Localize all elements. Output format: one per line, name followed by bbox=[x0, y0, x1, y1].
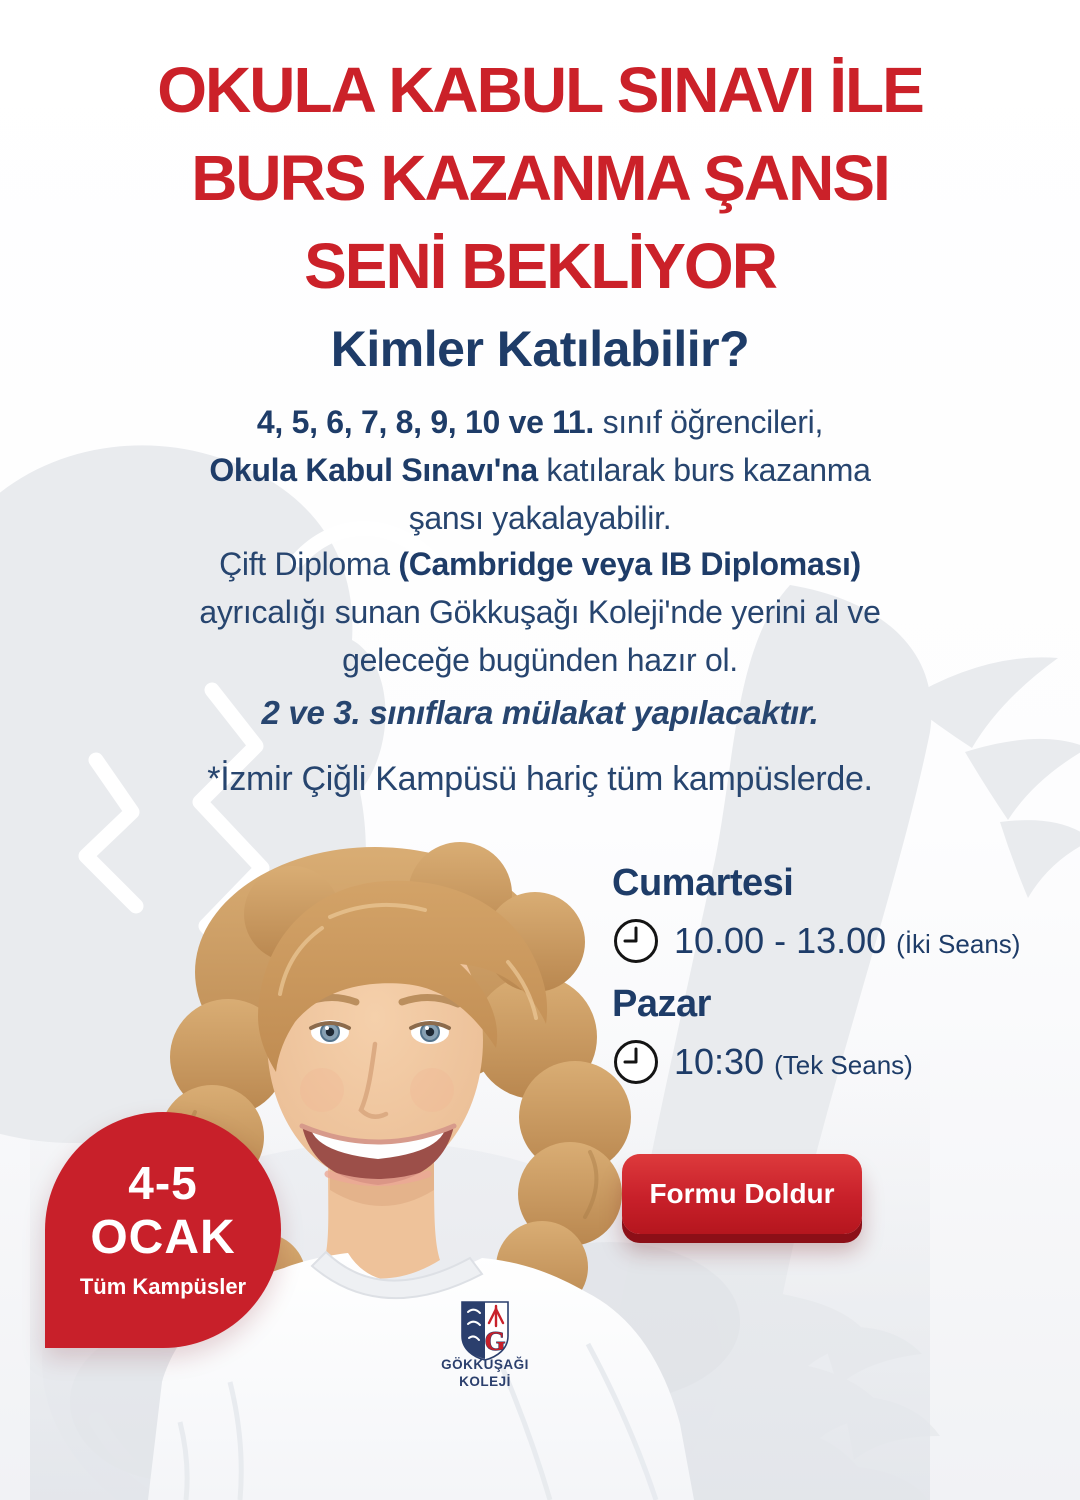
eligibility-line-1 bbox=[0, 398, 1080, 446]
fill-form-button[interactable]: Formu Doldur bbox=[622, 1154, 862, 1234]
headline bbox=[0, 46, 1080, 310]
campus-note: *İzmir Çiğli Kampüsü hariç tüm kampüslerde. bbox=[207, 760, 873, 798]
exam-schedule bbox=[612, 862, 1072, 1104]
diploma-programs: (Cambridge veya IB Diploması) bbox=[398, 546, 861, 582]
diploma-line-2: ayrıcalığı sunan Gökkuşağı Koleji'nde yerini al ve bbox=[199, 594, 881, 630]
schedule-day-sunday: Pazar bbox=[612, 983, 711, 1025]
eligibility-line-1-rest: sınıf öğrencileri, bbox=[593, 404, 824, 440]
badge-dates: 4-5 bbox=[128, 1157, 198, 1209]
saturday-time: 10.00 - 13.00 bbox=[674, 920, 887, 961]
headline-line-3: SENİ BEKLİYOR bbox=[304, 230, 776, 302]
clock-icon bbox=[612, 917, 660, 965]
badge-month: OCAK bbox=[90, 1211, 236, 1264]
date-badge bbox=[45, 1112, 281, 1348]
school-name-line2: KOLEJİ bbox=[459, 1374, 511, 1389]
headline-line-1: OKULA KABUL SINAVI İLE bbox=[157, 54, 923, 126]
sunday-session-note: (Tek Seans) bbox=[774, 1049, 913, 1080]
badge-campus-note: Tüm Kampüsler bbox=[79, 1274, 247, 1299]
subtitle-question: Kimler Katılabilir? bbox=[330, 321, 750, 377]
interview-note: 2 ve 3. sınıflara mülakat yapılacaktır. bbox=[261, 694, 819, 731]
eligibility-paragraph bbox=[0, 398, 1080, 542]
eye-left bbox=[311, 1020, 349, 1044]
eligibility-grades: 4, 5, 6, 7, 8, 9, 10 ve 11. bbox=[256, 404, 594, 440]
eligibility-line-3: şansı yakalayabilir. bbox=[408, 500, 672, 536]
diploma-paragraph bbox=[0, 540, 1080, 684]
crest-monogram: G bbox=[484, 1326, 506, 1356]
schedule-row-saturday bbox=[612, 913, 1072, 969]
diploma-line-1 bbox=[0, 540, 1080, 588]
schedule-day-saturday: Cumartesi bbox=[612, 862, 794, 904]
schedule-row-sunday bbox=[612, 1034, 1072, 1090]
school-crest bbox=[462, 1302, 508, 1360]
sunday-time: 10:30 bbox=[674, 1041, 765, 1082]
diploma-line-3: geleceğe bugünden hazır ol. bbox=[342, 642, 738, 678]
headline-line-2: BURS KAZANMA ŞANSI bbox=[191, 142, 889, 214]
school-name-line1: GÖKKUŞAĞI bbox=[441, 1357, 529, 1372]
eligibility-line-2-rest: katılarak burs kazanma bbox=[537, 452, 871, 488]
saturday-session-note: (İki Seans) bbox=[896, 928, 1021, 959]
clock-icon bbox=[612, 1038, 660, 1086]
eye-right bbox=[411, 1020, 449, 1044]
diploma-line-1-pre: Çift Diploma bbox=[219, 546, 399, 582]
eligibility-line-2 bbox=[0, 446, 1080, 494]
eligibility-exam-name: Okula Kabul Sınavı'na bbox=[209, 452, 538, 488]
